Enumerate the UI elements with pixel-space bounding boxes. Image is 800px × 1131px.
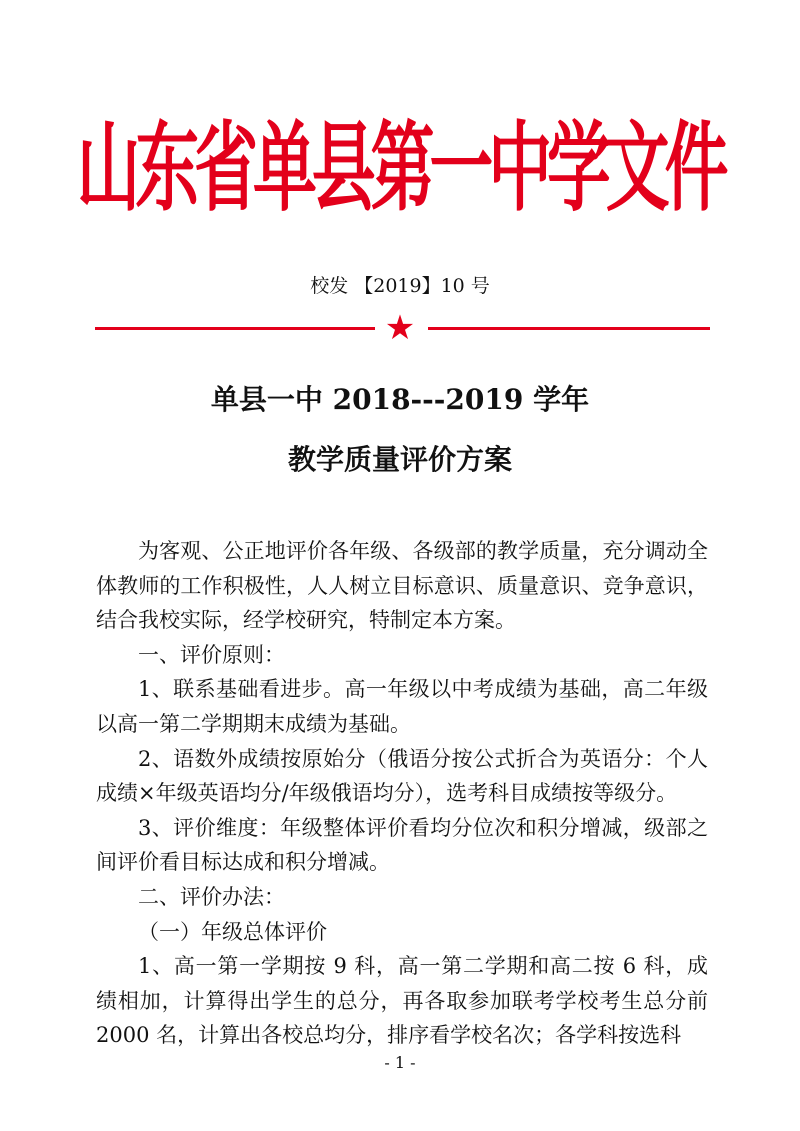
body-paragraph-principle-1: 1、联系基础看进步。高一年级以中考成绩为基础，高二年级以高一第二学期期末成绩为基础。 — [96, 677, 708, 736]
star-icon: ★ — [384, 308, 416, 348]
body-paragraph-intro: 为客观、公正地评价各年级、各级部的教学质量，充分调动全体教师的工作积极性，人人树立目标意识、质量意识、竞争意识，结合我校实际，经学校研究，特制定本方案。 — [96, 539, 708, 633]
document-title-line1: 单县一中 2018---2019 学年 — [210, 383, 590, 416]
body-paragraph-principle-2: 2、语数外成绩按原始分（俄语分按公式折合为英语分：个人成绩×年级英语均分/年级俄语均分），选考科目成绩按等级分。 — [96, 746, 708, 806]
section-heading-methods: 二、评价办法： — [138, 884, 285, 909]
document-body — [96, 534, 708, 1053]
subsection-heading-grade-evaluation: （一）年级总体评价 — [138, 919, 327, 944]
document-header-title: 山东省单县第一中学文件 — [76, 110, 724, 225]
document-title-line2: 教学质量评价方案 — [287, 443, 512, 476]
document-number: 校发 【2019】10 号 — [310, 275, 490, 297]
body-paragraph-method-1: 1、高一第一学期按 9 科，高一第二学期和高二按 6 科，成绩相加，计算得出学生的总分，再各取参加联考学校考生总分前 2000 名，计算出各校总均分，排序看学校名次；各学科按选科 — [96, 954, 708, 1048]
page-number: - 1 - — [384, 1053, 416, 1072]
body-paragraph-principle-3: 3、评价维度：年级整体评价看均分位次和积分增减，级部之间评价看目标达成和积分增减。 — [96, 815, 708, 875]
header-divider-left — [95, 327, 375, 330]
header-divider-right — [428, 327, 710, 330]
section-heading-principles: 一、评价原则： — [138, 642, 285, 667]
